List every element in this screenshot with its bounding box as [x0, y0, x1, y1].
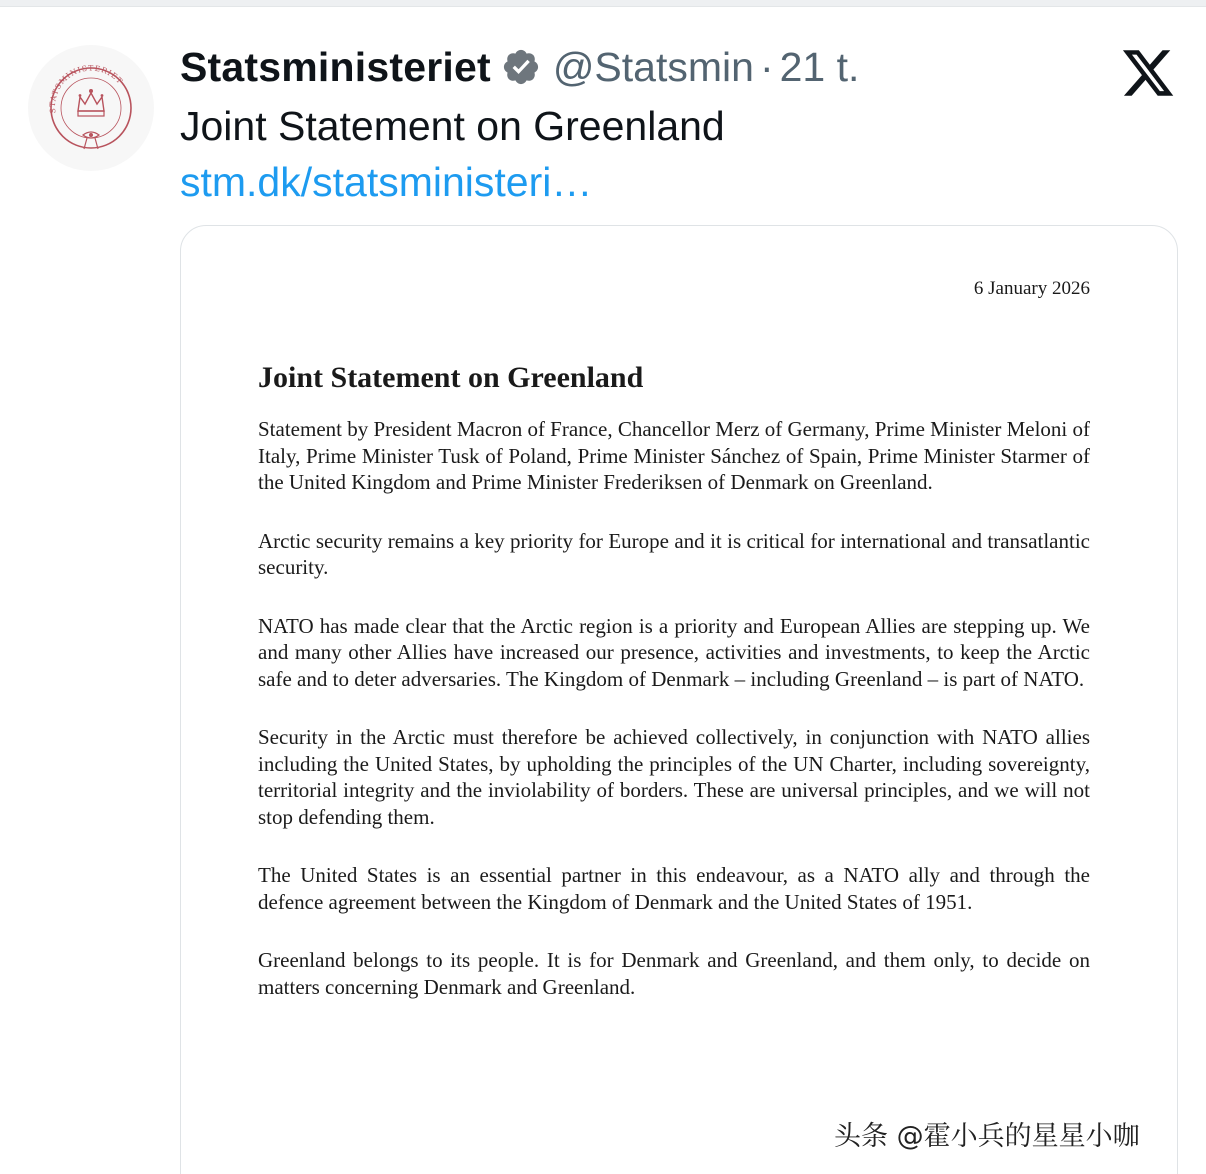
- document-paragraph: NATO has made clear that the Arctic region is a priority and European Allies are stepping up. We and many other Allies have increased our presence, activities and investments, to keep the Arctic safe and to deter adversaries. The Kingdom of Denmark – including Greenland – is part of NATO.: [258, 613, 1090, 691]
- document-body: [258, 416, 1090, 1032]
- separator-dot: ·: [759, 43, 774, 90]
- top-divider: [0, 0, 1206, 7]
- tweet-header: [180, 39, 859, 95]
- tweet-card[interactable]: [0, 7, 1206, 1174]
- document-paragraph: Statement by President Macron of France, Chancellor Merz of Germany, Prime Minister Meloni of Italy, Prime Minister Tusk of Poland, Prime Minister Sánchez of Spain, Prime Minister Starmer of the United Kingdom and Prime Minister Frederiksen of Denmark on Greenland.: [258, 417, 1091, 494]
- user-handle[interactable]: @Statsmin: [552, 43, 754, 90]
- verified-badge-icon: [501, 47, 541, 87]
- document-date: 6 January 2026: [973, 278, 1090, 299]
- svg-text:STATSMINISTERIET: [48, 64, 125, 114]
- tweet-text: Joint Statement on Greenland: [180, 103, 725, 149]
- royal-seal-logo: [28, 45, 154, 171]
- document-paragraph: Security in the Arctic must therefore be achieved collectively, in conjunction with NATO allies including the United States, by upholding the principles of the UN Charter, including sovereignty, territorial integrity and the inviolability of borders. These are universal principles, and we will not stop defending them.: [258, 725, 1090, 829]
- document-title: Joint Statement on Greenland: [258, 361, 644, 394]
- attached-image[interactable]: [180, 225, 1178, 1174]
- display-name[interactable]: Statsministeriet: [180, 43, 491, 90]
- seal-text: STATSMINISTERIET: [47, 63, 125, 114]
- avatar[interactable]: [28, 45, 154, 171]
- x-logo-icon[interactable]: [1120, 45, 1176, 101]
- tweet-link[interactable]: stm.dk/statsministeri…: [180, 159, 593, 205]
- document-paragraph: The United States is an essential partner in this endeavour, as a NATO ally and through the defence agreement between the Kingdom of Denmark and the United States of 1951.: [258, 863, 1090, 914]
- watermark-text: 头条 @霍小兵的星星小咖: [834, 1121, 1140, 1152]
- timestamp[interactable]: 21 t.: [779, 43, 860, 90]
- document-paragraph: Greenland belongs to its people. It is for Denmark and Greenland, and them only, to decide on matters concerning Denmark and Greenland.: [258, 948, 1090, 999]
- document-paragraph: Arctic security remains a key priority for Europe and it is critical for international and transatlantic security.: [258, 528, 1090, 579]
